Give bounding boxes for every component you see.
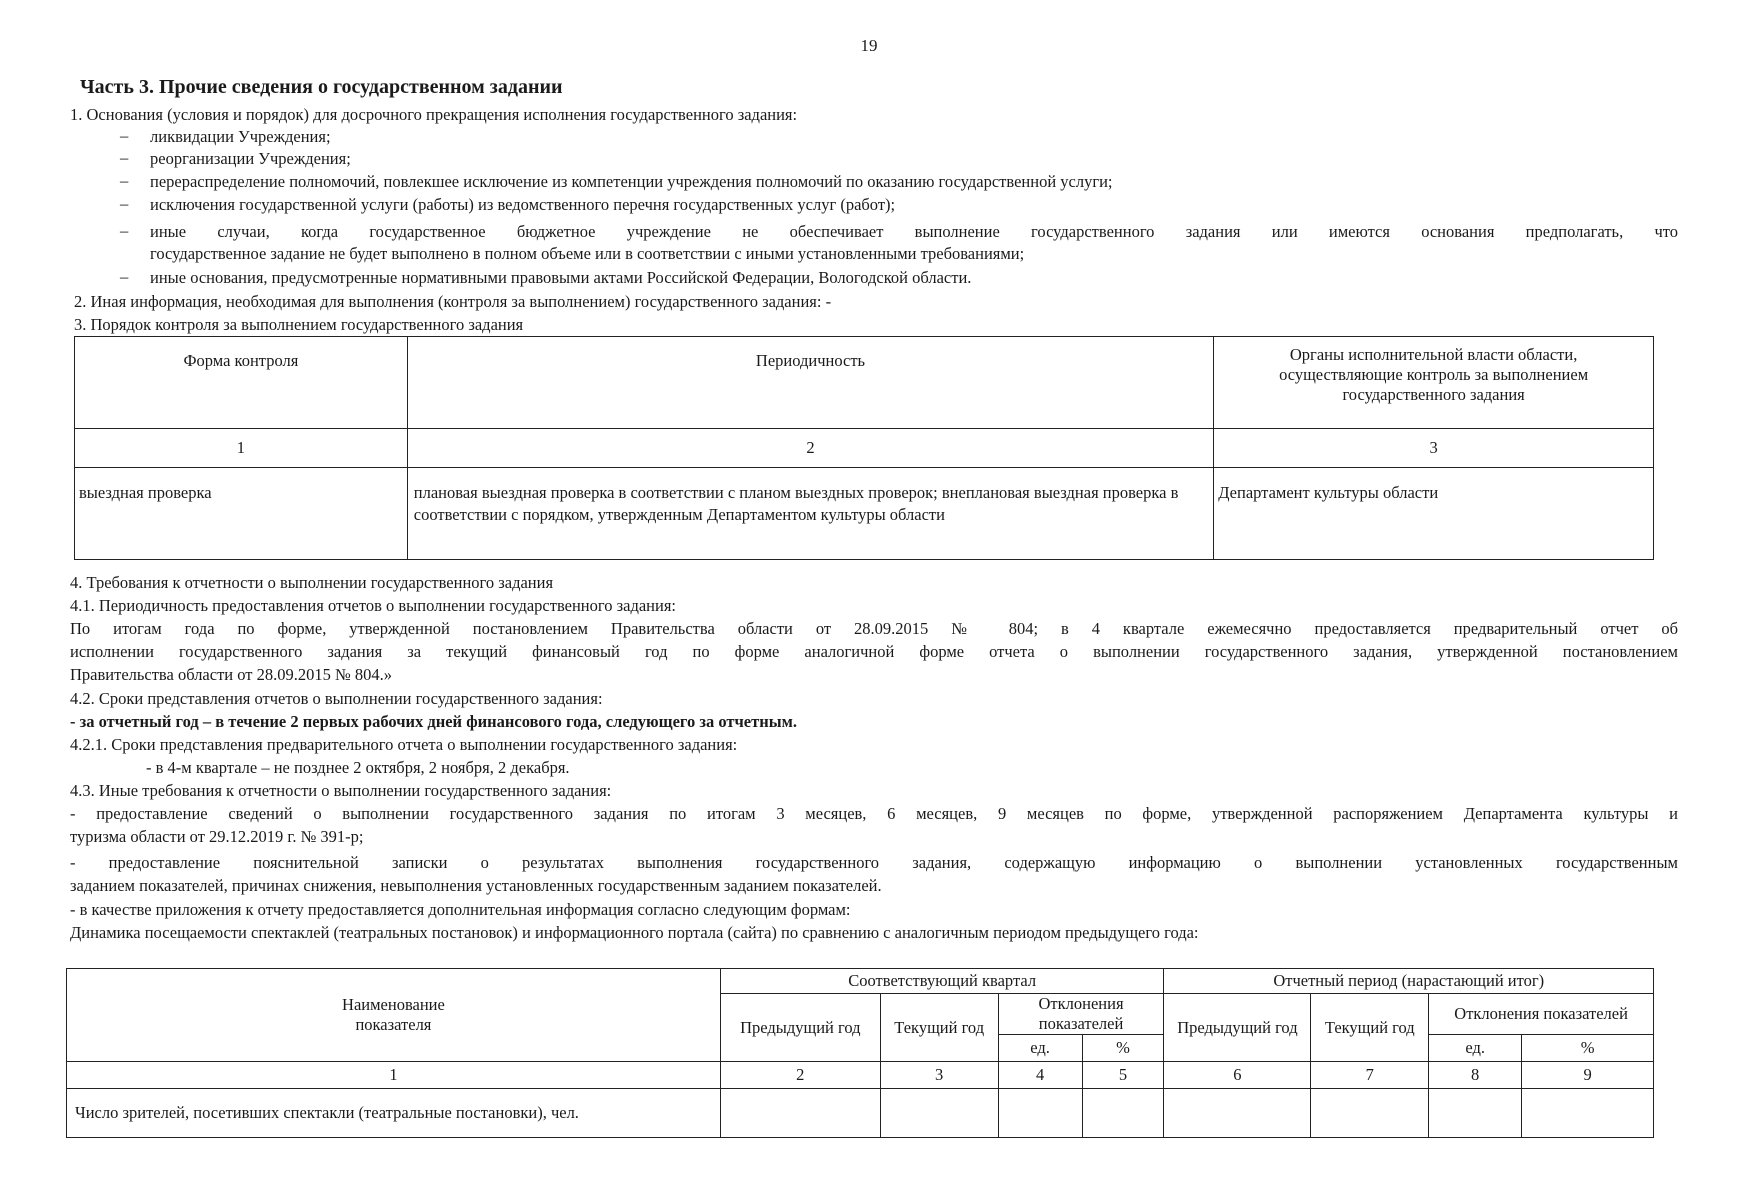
section43-heading: 4.3. Иные требования к отчетности о выполнении государственного задания:: [70, 781, 612, 800]
section43-line: заданием показателей, причинах снижения, невыполнения установленных государственным заданием показателей.: [70, 876, 882, 895]
empty-cell: [1164, 1089, 1311, 1138]
number-cell: 7: [1311, 1062, 1429, 1089]
number-cell: 1: [75, 429, 408, 468]
group-header: Соответствующий квартал: [720, 969, 1164, 994]
section41-text-line: Правительства области от 28.09.2015 № 804.»: [70, 665, 392, 684]
section43-line: Динамика посещаемости спектаклей (театральных постановок) и информационного портала (сайта) по сравнению с аналогичным периодом предыдущего года:: [70, 923, 1199, 942]
section41-text-line: По итогам года по форме, утвержденной постановлением Правительства области от 28.09.2015 № 804; в 4 квартале ежемесячно предоставляется предварительный отчет об: [70, 619, 1678, 638]
deviation-header: Отклонения показателей: [1429, 994, 1654, 1035]
empty-cell: [1429, 1089, 1522, 1138]
control-table-numbers: [75, 429, 1654, 468]
empty-cell: [1311, 1089, 1429, 1138]
section41-text-line: исполнении государственного задания за текущий финансовый год по форме аналогичной форме отчета о выполнении государственного задания, утвержденной постановлением: [70, 642, 1678, 661]
section4-heading: 4. Требования к отчетности о выполнении государственного задания: [70, 573, 554, 592]
section1-item-continued: государственное задание не будет выполнено в полном объеме или в соответствии с иными установленными требованиями;: [150, 244, 1025, 263]
name-header: Наименование показателя: [67, 969, 721, 1062]
curr-year-header: Текущий год: [880, 994, 998, 1062]
empty-cell: [1082, 1089, 1164, 1138]
number-cell: 3: [1214, 429, 1654, 468]
header-cell: Форма контроля: [75, 337, 408, 429]
section421-text: - в 4-м квартале – не позднее 2 октября, 2 ноября, 2 декабря.: [146, 758, 570, 777]
bullet-dash: –: [120, 194, 129, 213]
number-cell: 2: [720, 1062, 880, 1089]
number-cell: 2: [407, 429, 1213, 468]
bullet-dash: –: [120, 148, 129, 167]
control-table: [74, 336, 1654, 560]
table-cell: плановая выездная проверка в соответствии с планом выездных проверок; внеплановая выездная проверка в соответствии с порядком, утвержденным Департаментом культуры области: [407, 468, 1213, 560]
number-cell: 8: [1429, 1062, 1522, 1089]
empty-cell: [720, 1089, 880, 1138]
number-cell: 9: [1522, 1062, 1654, 1089]
section1-item: иные основания, предусмотренные нормативными правовыми актами Российской Федерации, Вологодской области.: [150, 268, 972, 287]
unit-header: ед.: [1429, 1035, 1522, 1062]
table-cell: выездная проверка: [75, 468, 408, 560]
prev-year-header: Предыдущий год: [1164, 994, 1311, 1062]
number-cell: 6: [1164, 1062, 1311, 1089]
part-title: Часть 3. Прочие сведения о государственном задании: [80, 76, 563, 98]
empty-cell: [1522, 1089, 1654, 1138]
section2-text: 2. Иная информация, необходимая для выполнения (контроля за выполнением) государственного задания: -: [74, 292, 832, 311]
deviation-header: Отклонения показателей: [998, 994, 1164, 1035]
section1-heading: 1. Основания (условия и порядок) для досрочного прекращения исполнения государственного задания:: [70, 105, 798, 124]
header-cell: Периодичность: [407, 337, 1213, 429]
section41-heading: 4.1. Периодичность предоставления отчетов о выполнении государственного задания:: [70, 596, 677, 615]
empty-cell: [998, 1089, 1082, 1138]
table-row: [75, 468, 1654, 560]
control-table-header: [75, 337, 1654, 429]
dynamics-table: [66, 968, 1654, 1138]
section1-item: реорганизации Учреждения;: [150, 149, 351, 168]
table-cell: Департамент культуры области: [1214, 468, 1654, 560]
section43-line: - предоставление пояснительной записки о результатах выполнения государственного задания, содержащую информацию о выполнении установленных государственным: [70, 853, 1678, 872]
number-cell: 3: [880, 1062, 998, 1089]
row-label: Число зрителей, посетивших спектакли (театральные постановки), чел.: [67, 1089, 721, 1138]
bullet-dash: –: [120, 171, 129, 190]
header-cell: Органы исполнительной власти области, осуществляющие контроль за выполнением государственного задания: [1214, 337, 1654, 429]
prev-year-header: Предыдущий год: [720, 994, 880, 1062]
group-header: Отчетный период (нарастающий итог): [1164, 969, 1654, 994]
number-cell: 4: [998, 1062, 1082, 1089]
dynamics-header-row: [67, 969, 1654, 994]
percent-header: %: [1522, 1035, 1654, 1062]
section42-text: - за отчетный год – в течение 2 первых рабочих дней финансового года, следующего за отчетным.: [70, 712, 797, 731]
section1-item: перераспределение полномочий, повлекшее исключение из компетенции учреждения полномочий по оказанию государственной услуги;: [150, 172, 1113, 191]
table-row: [67, 1089, 1654, 1138]
section1-item: иные случаи, когда государственное бюджетное учреждение не обеспечивает выполнение государственного задания или имеются основания предполагать, что: [150, 222, 1678, 241]
section421-heading: 4.2.1. Сроки представления предварительного отчета о выполнении государственного задания:: [70, 735, 738, 754]
empty-cell: [880, 1089, 998, 1138]
section3-heading: 3. Порядок контроля за выполнением государственного задания: [74, 315, 524, 334]
section1-item: ликвидации Учреждения;: [150, 127, 331, 146]
curr-year-header: Текущий год: [1311, 994, 1429, 1062]
bullet-dash: –: [120, 126, 129, 145]
section43-line: - предоставление сведений о выполнении государственного задания по итогам 3 месяцев, 6 месяцев, 9 месяцев по форме, утвержденной распоряжением Департамента культуры и: [70, 804, 1678, 823]
page-number: 19: [860, 36, 878, 55]
bullet-dash: –: [120, 267, 129, 286]
section43-line: туризма области от 29.12.2019 г. № 391-р;: [70, 827, 364, 846]
percent-header: %: [1082, 1035, 1164, 1062]
dynamics-numbers-row: [67, 1062, 1654, 1089]
section42-heading: 4.2. Сроки представления отчетов о выполнении государственного задания:: [70, 689, 603, 708]
number-cell: 5: [1082, 1062, 1164, 1089]
unit-header: ед.: [998, 1035, 1082, 1062]
bullet-dash: –: [120, 221, 129, 240]
section43-line: - в качестве приложения к отчету предоставляется дополнительная информация согласно следующим формам:: [70, 900, 851, 919]
section1-item: исключения государственной услуги (работы) из ведомственного перечня государственных услуг (работ);: [150, 195, 896, 214]
number-cell: 1: [67, 1062, 721, 1089]
